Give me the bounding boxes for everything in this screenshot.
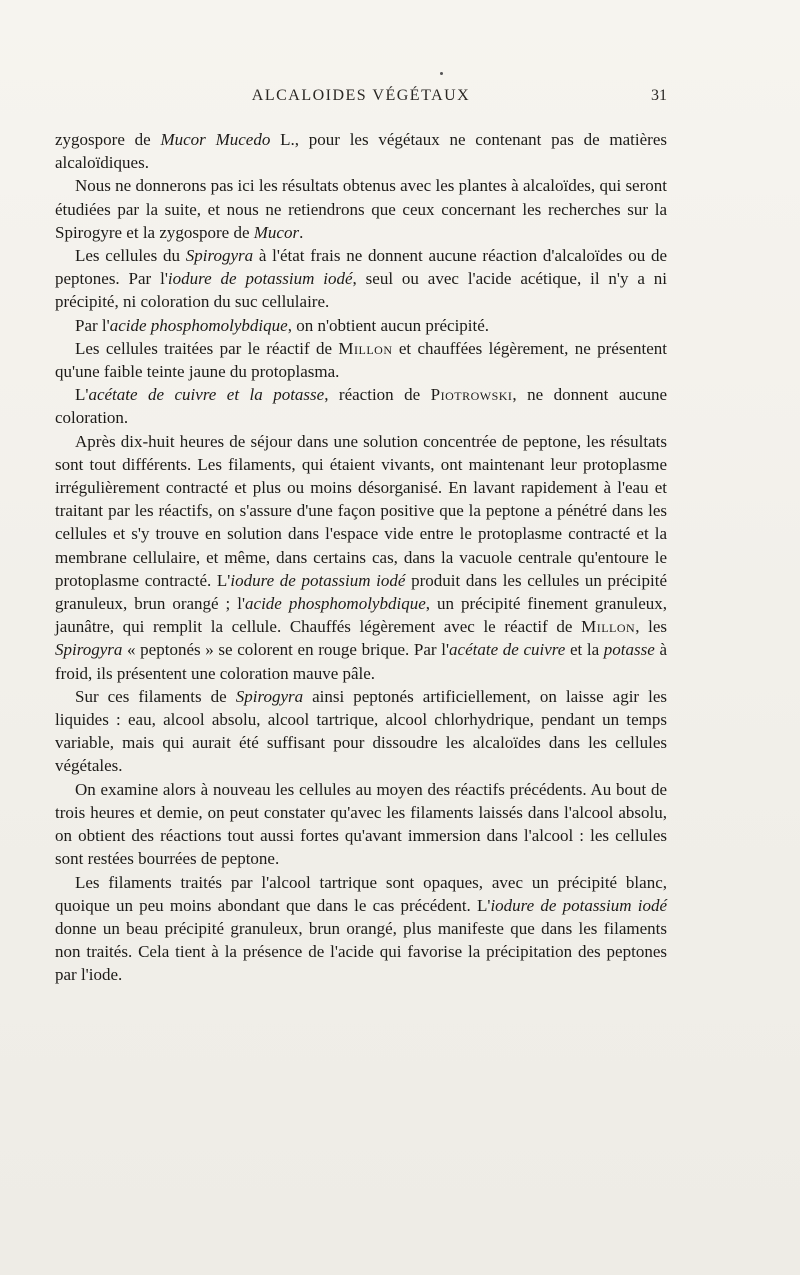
text-run: , on n'obtient aucun précipité. [287, 315, 490, 335]
text-run: zygospore de [55, 130, 161, 149]
page-body [55, 128, 667, 987]
text-run: Les cellules du [75, 246, 186, 266]
text-run: à froid, ils présentent une coloration mauve pâle. [55, 640, 667, 683]
page-header [55, 87, 667, 111]
reagent-name: potasse [603, 640, 655, 660]
text-run: , seul ou avec l'acide acétique, il n'y a ni précipité, ni coloration du suc cellulaire. [55, 269, 667, 312]
paragraph-3 [55, 244, 667, 314]
text-run: ainsi peptonés artificiellement, on laisse agir les liquides : eau, alcool absolu, alcool tartrique, alcool chlorhydrique, pendant un temps variable, mais qui aurait été suffisant pour dissoudre les alcaloïdes dans les cellules végétales. [55, 686, 667, 776]
text-run: , réaction de [324, 385, 431, 405]
text-run: « peptonés » se colorent en rouge brique. Par l' [122, 640, 450, 660]
genus-name: Mucor [253, 222, 300, 242]
text-run: Après dix-huit heures de séjour dans une solution concentrée de peptone, les résultats sont tout différents. Les filaments, qui étaient vivants, ont maintenant leur protoplasme irrégulièrement contracté et plus ou moins désorganisé. En lavant rapidement à l'eau et traitant par les réactifs, on s'assure d'une façon positive que la peptone a pénétré dans les cellules et s'y trouve en solution dans l'espace vide entre le protoplasme contracté et la membrane cellulaire, et même, dans certains cas, dans la vacuole centrale qu'entoure le protoplasme contracté. L' [55, 431, 667, 590]
author-name: Millon [581, 617, 636, 637]
genus-name: Spirogyra [55, 640, 123, 660]
species-name: Mucor Mucedo [160, 130, 271, 149]
text-run: et la [565, 640, 604, 660]
paragraph-2 [55, 174, 667, 244]
text-run: donne un beau précipité granuleux, brun orangé, plus manifeste que dans les filaments non traités. Cela tient à la présence de l'acide qui favorise la précipitation des peptones par l'iode. [55, 918, 667, 985]
paragraph-1 [55, 128, 667, 174]
ink-speck [440, 72, 443, 75]
paragraph-9 [55, 778, 667, 871]
text-run: Nous ne donnerons pas ici les résultats obtenus avec les plantes à alcaloïdes, qui seront étudiées par la suite, et nous ne retiendrons que ceux concernant les recherches sur la Spirogyre et la zygospore de [55, 176, 667, 242]
text-run: à l'état frais ne donnent aucune réaction d'alcaloïdes ou de peptones. Par l' [55, 246, 667, 289]
genus-name: Spirogyra [235, 686, 304, 706]
genus-name: Spirogyra [185, 246, 254, 266]
reagent-name: iodure de potassium iodé [167, 269, 353, 289]
paragraph-6 [55, 383, 667, 429]
text-run: , un précipité finement granuleux, jaunâtre, qui remplit la cellule. Chauffés légèrement avec le réactif de [55, 594, 667, 637]
text-run: , ne donnent aucune coloration. [55, 385, 667, 428]
text-run: L' [75, 385, 89, 405]
running-title: ALCALOIDES VÉGÉTAUX [251, 87, 471, 104]
text-run: , les [635, 617, 667, 637]
text-run: L., pour les végétaux ne contenant pas de matières alcaloïdiques. [55, 130, 667, 173]
reagent-name: acide phosphomolybdique [245, 594, 426, 614]
text-run: Sur ces filaments de [75, 686, 236, 706]
reagent-name: acétate de cuivre et la potasse [88, 385, 325, 405]
author-name: Piotrowski [430, 385, 513, 405]
paragraph-7 [55, 430, 667, 685]
page-number: 31 [651, 87, 667, 104]
reagent-name: iodure de potassium iodé [230, 570, 406, 590]
paragraph-4 [55, 314, 667, 337]
text-run: Les cellules traitées par le réactif de [75, 338, 339, 358]
text-run: Les filaments traités par l'alcool tartrique sont opaques, avec un précipité blanc, quoique un peu moins abondant que dans le cas précédent. L' [55, 872, 667, 915]
text-run: et chauffées légèrement, ne présentent qu'une faible teinte jaune du protoplasma. [55, 338, 667, 382]
text-run: . [299, 222, 304, 242]
reagent-name: iodure de potassium iodé [490, 895, 667, 915]
paragraph-5 [55, 337, 667, 383]
text-run: On examine alors à nouveau les cellules au moyen des réactifs précédents. Au bout de trois heures et demie, on peut constater qu'avec les filaments laissés dans l'alcool absolu, on obtient des réactions tout aussi fortes qu'avant immersion dans l'alcool : les cellules sont restées bourrées de peptone. [55, 779, 667, 869]
text-run: produit dans les cellules un précipité granuleux, brun orangé ; l' [55, 570, 667, 614]
reagent-name: acide phosphomolybdique [109, 315, 288, 335]
paragraph-10 [55, 871, 667, 987]
reagent-name: acétate de cuivre [449, 640, 566, 660]
paragraph-8 [55, 685, 667, 778]
author-name: Millon [338, 338, 393, 358]
text-run: Par l' [75, 315, 110, 335]
